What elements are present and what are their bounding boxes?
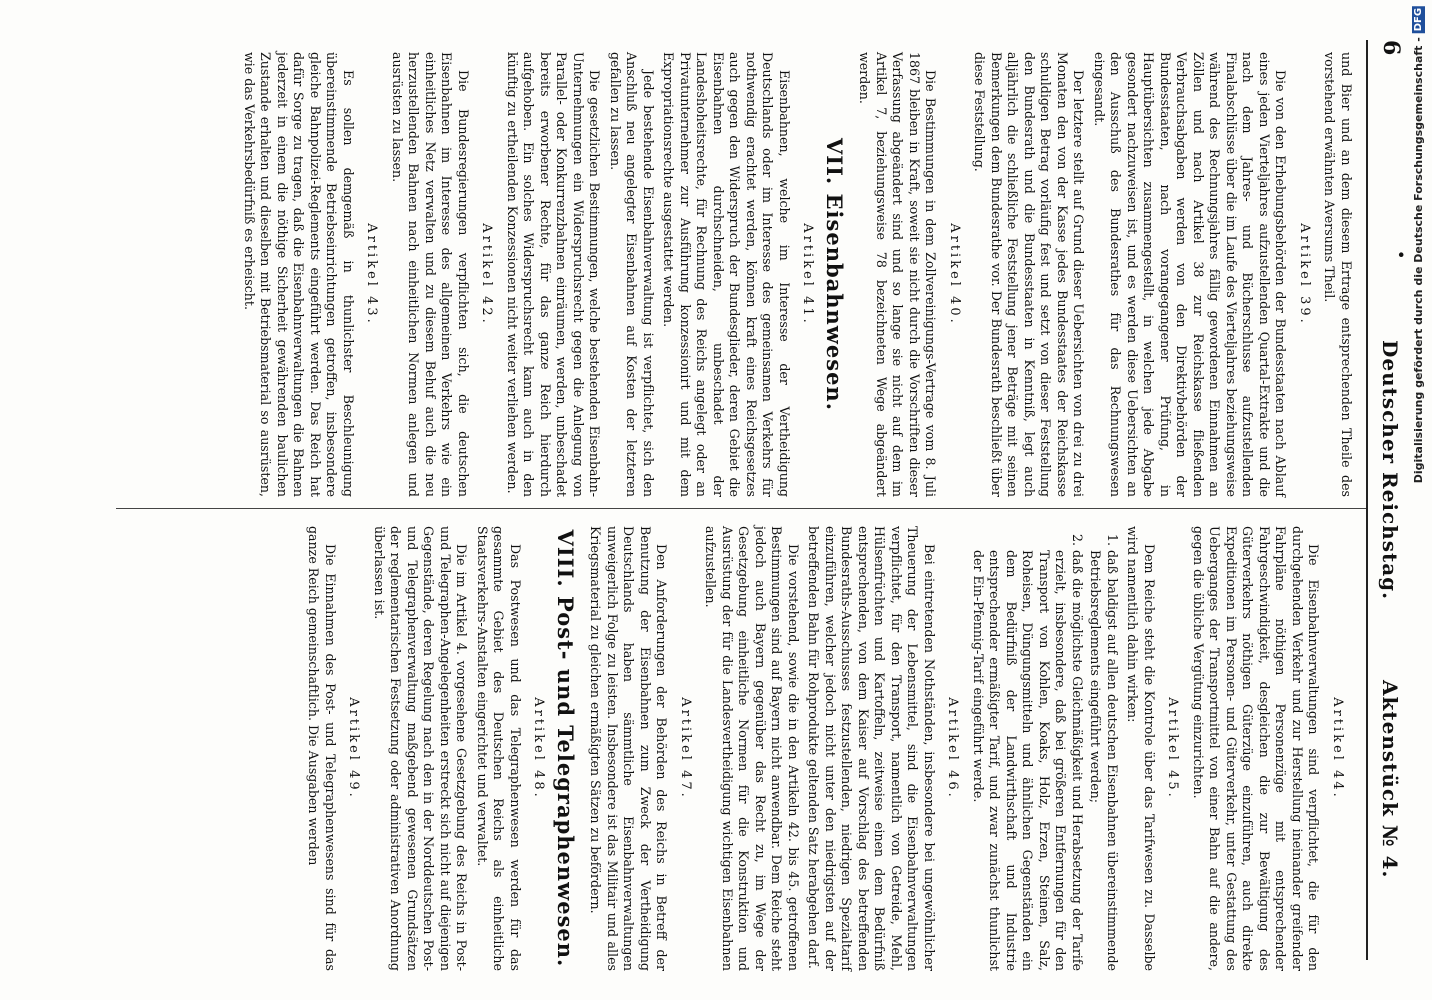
digitization-credit (1404, 6, 1432, 996)
article-heading: Artikel 49. (346, 697, 362, 800)
section-heading: VII. Eisenbahnwesen. (822, 137, 847, 412)
column-divider (116, 508, 1366, 509)
left-column (237, 52, 1355, 497)
paragraph: Eisenbahnen, welche im Interesse der Vertheidigung Deutschlands oder im Interesse des gemeinsamen Verkehrs für nothwendig erachtet werden, können kraft eines Reichsgesetzes auch gegen den Widerspruch der Bundesglieder, deren Gebiet die Eisenbahnen durchschneiden, unbeschadet der Landeshoheitsrechte, für Rechnung des Reichs angelegt oder an Privatunternehmer zur Ausführung konzessionirt und mit dem Expropriationsrechte ausgestattet werden. (661, 52, 792, 497)
numbered-list (970, 526, 1121, 971)
paragraph: Die im Artikel 4. vorgesehene Gesetzgebung des Reichs in Post- und Telegraphen-Angelegenheiten erstreckt sich nicht auf diejenigen Gegenstände, deren Regelung nach den in der Norddeutschen Post- und Telegraphenverwaltung maßgebend gewesenen Grundsätzen der reglementarischen Festsetzung oder administrativen Anordnung überlassen ist. (372, 526, 470, 971)
paragraph: Die Eisenbahnverwaltungen sind verpflichtet, die für den durchgehenden Verkehr und zur Herstellung ineinander greifender Fahrpläne nöthigen Personenzüge mit entsprechender Fahrgeschwindigkeit, desgleichen die zur Bewältigung des Güterverkehrs nöthigen Güterzüge einzuführen, auch direkte Expeditionen im Personen- und Güterverkehr, unter Gestattung des Ueberganges der Transportmittel von einer Bahn auf die andere, gegen die übliche Vergütung einzurichten. (1191, 526, 1322, 971)
paragraph: Den Anforderungen der Behörden des Reichs in Betreff der Benutzung der Eisenbahnen zum Zweck der Vertheidigung Deutschlands haben sämmtliche Eisenbahnverwaltungen unweigerlich Folge zu leisten. Insbesondere ist das Militair und alles Kriegsmaterial zu gleichen ermäßigten Sätzen zu befördern. (588, 526, 670, 971)
article-heading: Artikel 44. (1330, 697, 1345, 800)
paragraph: Dem Reiche steht die Kontrole über das Tarifwesen zu. Dasselbe wird namentlich dahin wirken: (1125, 526, 1157, 971)
credit-label: Digitalisierung gefördert durch die Deutsche Forschungsgemeinschaft - (1411, 37, 1425, 484)
article-heading: Artikel 39. (1297, 223, 1312, 326)
list-item: 1. daß baldigst auf allen deutschen Eisenbahnen übereinstimmende Betriebsreglements eingeführt werden; (1087, 550, 1120, 971)
paragraph: Die von den Erhebungsbehörden der Bundesstaaten nach Ablauf eines jeden Vierteljahres aufzustellenden Quartal-Extrakte und die nach dem Jahres- und Bücherschlusse aufzustellenden Finalabschlüsse über die im Laufe des Vierteljahres beziehungsweise während des Rechnungsjahres fällig gewordenen Einnahmen an Zöllen und nach Artikel 38 zur Reichskasse fließenden Verbrauchsabgaben werden von den Direktivbehörden der Bundesstaaten, nach vorangegangener Prüfung, in Hauptübersichten zusammengestellt, in welchen jede Abgabe gesondert nachzuweisen ist, und es werden diese Uebersichten an den Ausschuß des Bundesrathes für das Rechnungswesen eingesandt. (1092, 52, 1289, 497)
left-running-title: Deutscher Reichstag. (1378, 340, 1402, 601)
paragraph: Die gesetzlichen Bestimmungen, welche bestehenden Eisenbahn-Unternehmungen ein Widerspruchsrecht gegen die Anlegung von Parallel- oder Konkurrenzbahnen einräumen, werden, unbeschadet bereits erworbener Rechte, für das ganze Reich hierdurch aufgehoben. Ein solches Widerspruchsrecht kann auch in den künftig zu ertheilenden Konzessionen nicht weiter verliehen werden. (505, 52, 603, 497)
page-number: 6 (1378, 40, 1404, 56)
header-rule (1366, 40, 1368, 960)
right-running-title: Aktenstück № 4. (1378, 680, 1402, 879)
dfg-badge: DFG (1412, 8, 1424, 32)
paragraph: Der letztere stellt auf Grund dieser Uebersichten von drei zu drei Monaten den von der Kasse jedes Bundesstaates der Reichskasse schuldigen Betrag vorläufig fest und setzt von dieser Feststellung den Bundesrath und die Bundesstaaten in Kenntniß, legt auch alljährlich die schließliche Feststellung jener Beträge mit seinen Bemerkungen dem Bundesrathe vor. Der Bundesrath beschließt über diese Feststellung. (972, 52, 1087, 497)
paragraph: und Bier und an dem diesem Ertrage entsprechenden Theile des vorstehend erwähnten Aversums Theil. (1322, 52, 1354, 497)
article-heading: Artikel 43. (364, 223, 380, 326)
right-column (301, 526, 1354, 971)
paragraph: Die Einnahmen des Post- und Telegraphenwesens sind für das ganze Reich gemeinschaftlich. Die Ausgaben werden (306, 526, 338, 971)
section-heading: VIII. Post- und Telegraphenwesen. (553, 529, 578, 968)
paragraph: Die vorstehend, sowie die in den Artikeln 42. bis 45. getroffenen Bestimmungen sind auf Bayern nicht anwendbar. Dem Reiche steht jedoch auch Bayern gegenüber das Recht zu, im Wege der Gesetzgebung einheitliche Normen für die Konstruktion und Ausrüstung der für die Landesvertheidigung wichtigen Eisenbahnen aufzustellen. (703, 526, 801, 971)
list-item: 2. daß die möglichste Gleichmäßigkeit und Herabsetzung der Tarife erzielt, insbesondere, daß bei größeren Entfernungen für den Transport von Kohlen, Koaks, Holz, Erzen, Steinen, Salz, Roheisen, Düngungsmitteln und ähnlichen Gegenständen ein dem Bedürfniß der Landwirthschaft und Industrie entsprechender ermäßigter Tarif, und zwar zunächst thunlichst der Ein-Pfennig-Tarif eingeführt werde. (970, 550, 1086, 971)
article-heading: Artikel 41. (800, 223, 816, 326)
credit-text (1412, 6, 1425, 483)
article-heading: Artikel 40. (947, 223, 962, 326)
paragraph: Es sollen demgemäß in thunlichster Beschleunigung übereinstimmende Betriebseinrichtungen getroffen, insbesondere gleiche Bahnpolizei-Reglements eingeführt werden. Das Reich hat dafür Sorge zu tragen, daß die Eisenbahnverwaltungen die Bahnen jederzeit in einem die nöthige Sicherheit gewährenden baulichen Zustande erhalten und dieselben mit Betriebsmaterial so ausrüsten, wie das Verkehrsbedürfniß es erheischt. (242, 52, 356, 497)
paragraph: Jede bestehende Eisenbahnverwaltung ist verpflichtet, sich den Anschluß neu angelegter Eisenbahnen auf Kosten der letzteren gefallen zu lassen. (608, 52, 656, 497)
article-heading: Artikel 47. (678, 697, 693, 800)
paragraph: Das Postwesen und das Telegraphenwesen werden für das gesammte Gebiet des Deutschen Reichs als einheitliche Staatsverkehrs-Anstalten eingerichtet und verwaltet. (475, 526, 523, 971)
article-heading: Artikel 46. (945, 697, 961, 800)
article-heading: Artikel 48. (531, 697, 547, 800)
article-heading: Artikel 45. (1165, 697, 1181, 800)
paragraph: Bei eintretenden Nothständen, insbesondere bei ungewöhnlicher Theuerung der Lebensmittel, sind die Eisenbahnverwaltungen verpflichtet, für den Transport, namentlich von Getreide, Mehl, Hülsenfrüchten und Kartoffeln, zeitweise einen dem Bedürfniß entsprechenden, von dem Kaiser auf Vorschlag des betreffenden Bundesraths-Ausschusses festzustellenden, niedrigen Spezialtarif einzuführen, welcher jedoch nicht unter den niedrigsten auf der betreffenden Bahn für Rohprodukte geltenden Satz herabgehen darf. (806, 526, 937, 971)
ink-speck: • (1391, 250, 1410, 260)
paragraph: Die Bestimmungen in dem Zollvereinigungs-Vertrage vom 8. Juli 1867 bleiben in Kraft, soweit sie nicht durch die Vorschriften dieser Verfassung abgeändert sind und so lange sie nicht auf dem im Artikel 7, beziehungsweise 78 bezeichneten Wege abgeändert werden. (857, 52, 939, 497)
paragraph: Die Bundesregierungen verpflichten sich, die deutschen Eisenbahnen im Interesse des allgemeinen Verkehrs wie ein einheitliches Netz verwalten und zu diesem Behuf auch die neu herzustellenden Bahnen nach einheitlichen Normen anlegen und ausrüsten zu lassen. (390, 52, 471, 497)
article-heading: Artikel 42. (479, 223, 495, 326)
